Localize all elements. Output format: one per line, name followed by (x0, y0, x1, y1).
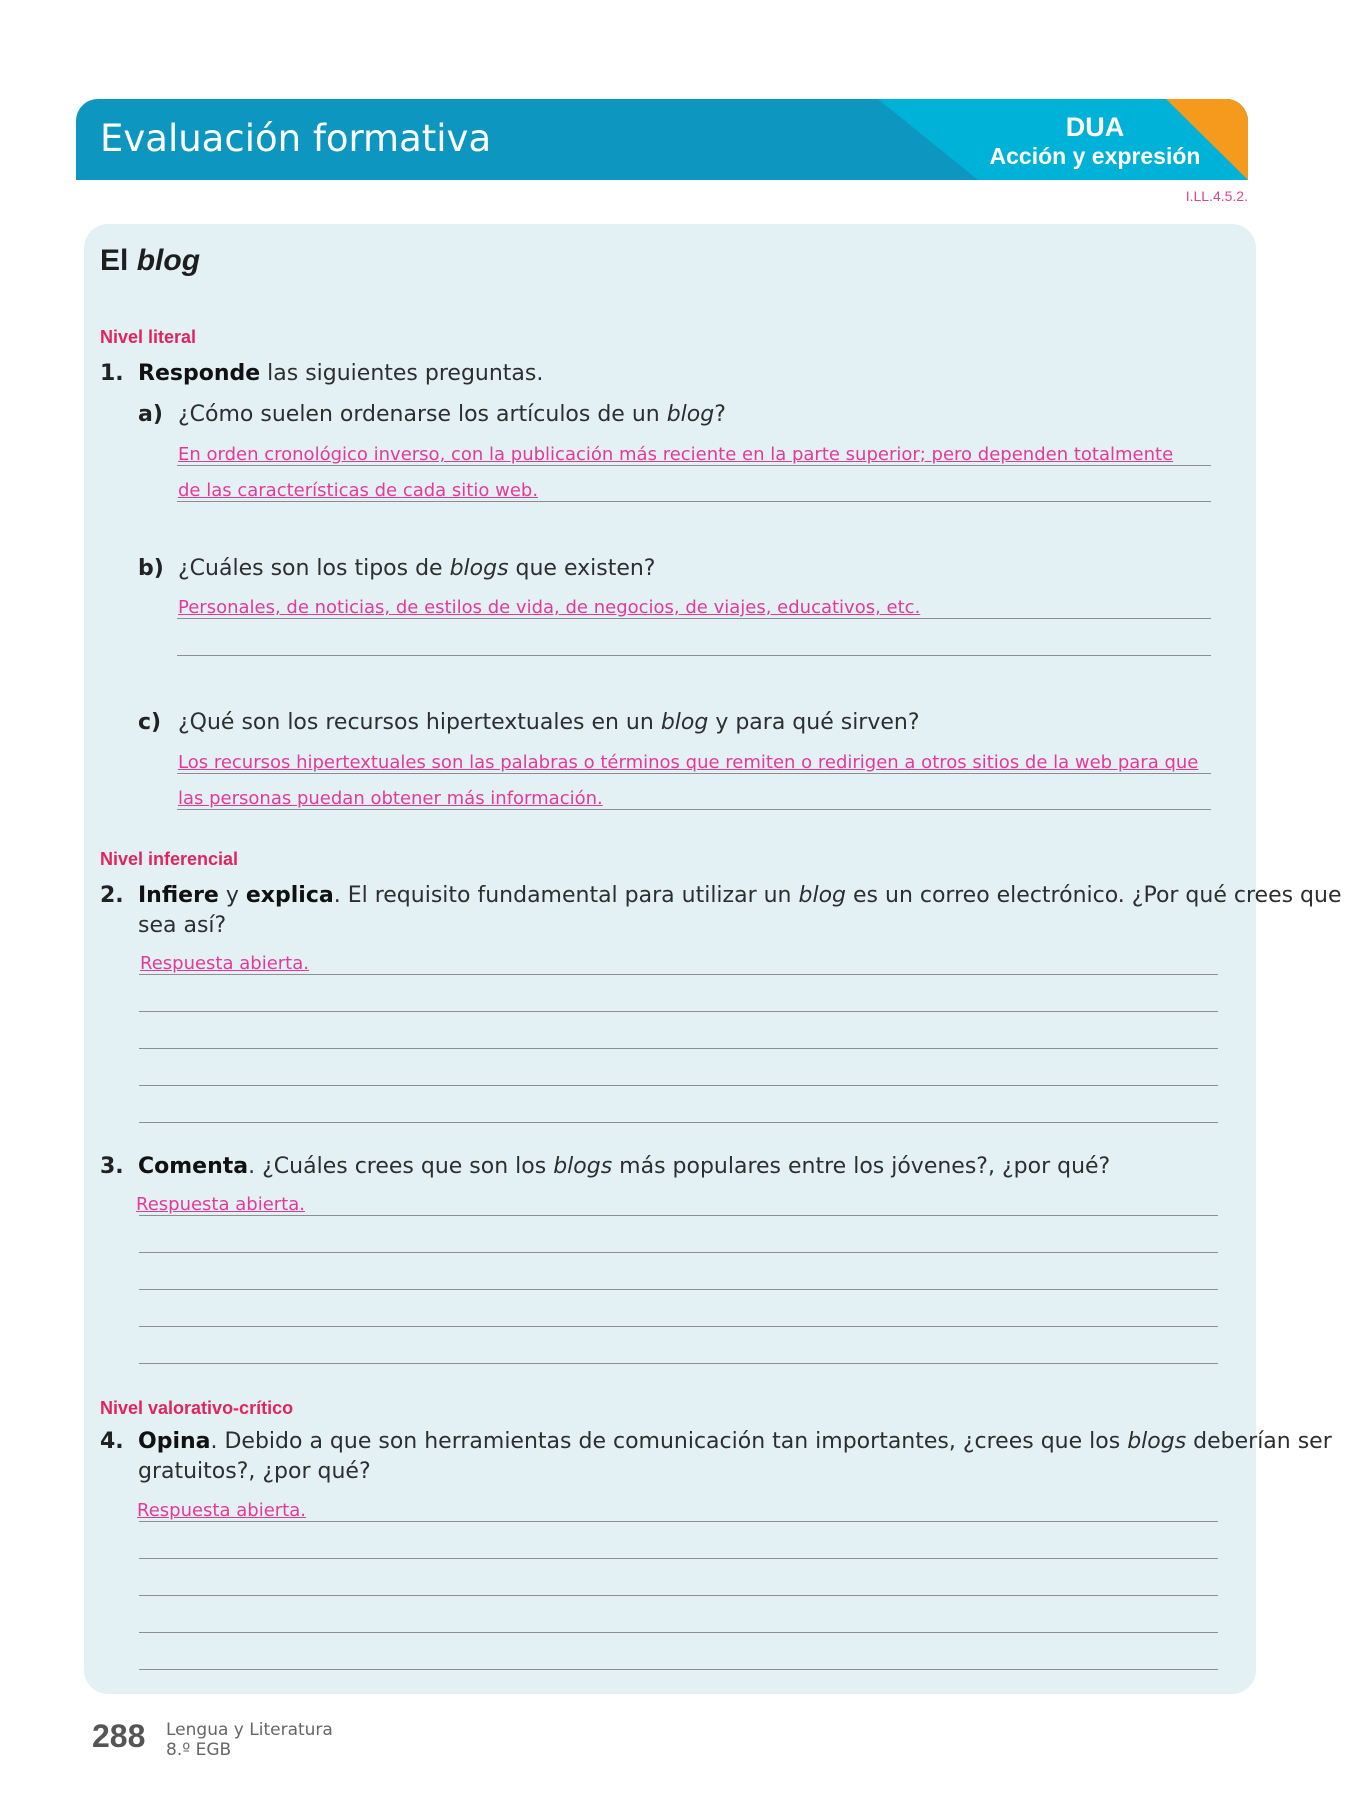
question-1c: c) ¿Qué son los recursos hipertextuales en un blog y para qué sirven? (138, 710, 920, 735)
answer-line (177, 809, 1211, 810)
answer-line (177, 618, 1211, 619)
answer-line (139, 1363, 1218, 1364)
answer-1c-line1: Los recursos hipertextuales son las palabras o términos que remiten o redirigen a otros sitios de la web para que (178, 752, 1199, 773)
question-number: 1. (100, 361, 124, 386)
grade-label: 8.º EGB (166, 1740, 232, 1760)
footer-subject (166, 1720, 333, 1760)
answer-1a-line2: de las características de cada sitio web. (178, 480, 539, 501)
question-1: 1. Responde las siguientes preguntas. (100, 359, 543, 389)
indicator-code: I.LL.4.5.2. (1185, 188, 1248, 204)
answer-line (139, 1521, 1218, 1522)
answer-1b-line1: Personales, de noticias, de estilos de vida, de negocios, de viajes, educativos, etc. (178, 597, 921, 618)
question-1b: b) ¿Cuáles son los tipos de blogs que existen? (138, 556, 656, 581)
answer-1c-line2: las personas puedan obtener más información. (178, 788, 603, 809)
answer-4: Respuesta abierta. (137, 1500, 306, 1521)
dua-label: DUA (1065, 112, 1125, 142)
answer-line (139, 1215, 1218, 1216)
question-3: 3. Comenta. ¿Cuáles crees que son los blogs más populares entre los jóvenes?, ¿por qué? (100, 1154, 1111, 1179)
question-4: 4. Opina. Debido a que son herramientas de comunicación tan importantes, ¿crees que los blogs deberían ser (100, 1429, 1332, 1454)
answer-line (139, 974, 1218, 975)
page-title: Evaluación formativa (100, 117, 492, 160)
answer-line (177, 773, 1211, 774)
question-2: 2. Infiere y explica. El requisito fundamental para utilizar un blog es un correo electrónico. ¿Por qué crees que (100, 883, 1342, 908)
question-4-line2: gratuitos?, ¿por qué? (138, 1459, 371, 1484)
answer-line (139, 1669, 1218, 1670)
question-2-line2: sea así? (138, 913, 227, 938)
answer-line (139, 1011, 1218, 1012)
section-title: El blog (100, 244, 201, 277)
answer-1a-line1: En orden cronológico inverso, con la publicación más reciente en la parte superior; pero dependen totalmente (178, 444, 1174, 465)
level-inferencial: Nivel inferencial (100, 849, 239, 869)
subject-name: Lengua y Literatura (166, 1720, 333, 1740)
answer-line (139, 1048, 1218, 1049)
answer-line (139, 1289, 1218, 1290)
page-number: 288 (92, 1718, 146, 1754)
level-critico: Nivel valorativo-crítico (100, 1398, 294, 1418)
answer-2: Respuesta abierta. (140, 953, 309, 974)
answer-line (177, 465, 1211, 466)
answer-line (139, 1122, 1218, 1123)
answer-line (177, 655, 1211, 656)
level-literal: Nivel literal (100, 327, 197, 347)
question-1a: a) ¿Cómo suelen ordenarse los artículos de un blog? (138, 402, 726, 427)
answer-line (177, 501, 1211, 502)
answer-3: Respuesta abierta. (136, 1194, 305, 1215)
answer-line (139, 1326, 1218, 1327)
answer-line (139, 1085, 1218, 1086)
answer-line (139, 1632, 1218, 1633)
answer-line (139, 1252, 1218, 1253)
answer-line (139, 1595, 1218, 1596)
answer-line (139, 1558, 1218, 1559)
dua-subtitle: Acción y expresión (989, 143, 1201, 169)
